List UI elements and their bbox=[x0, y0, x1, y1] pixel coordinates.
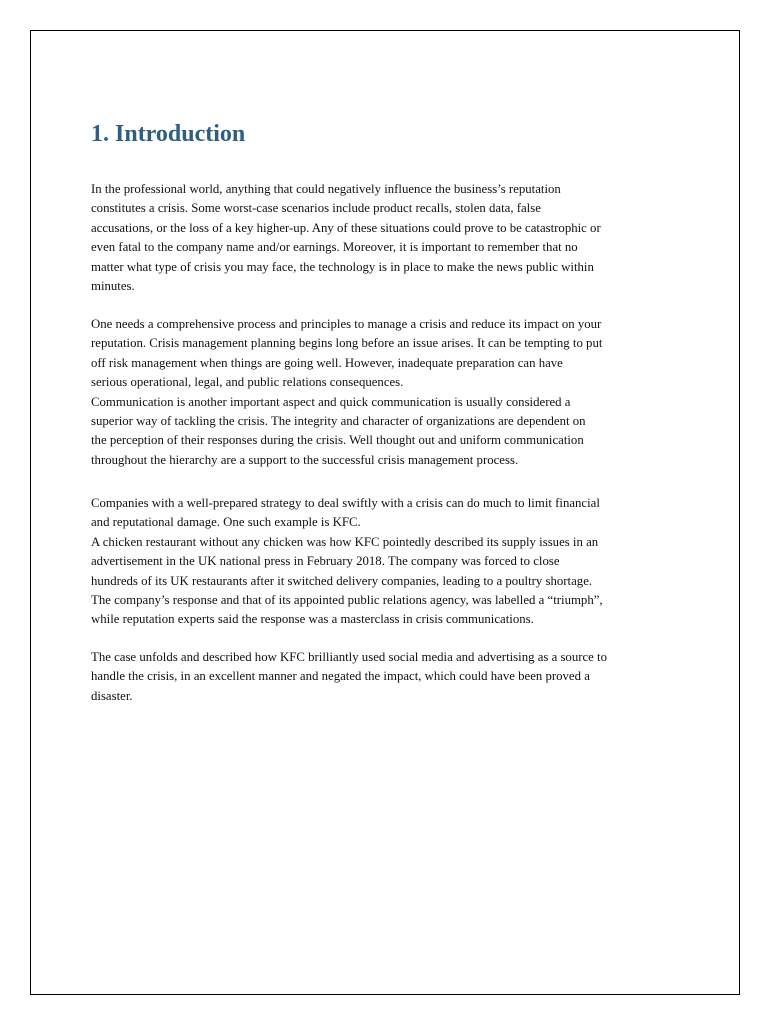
text-line: Companies with a well-prepared strategy to deal swiftly with a crisis can do much to limit financial bbox=[91, 496, 600, 510]
text-line: One needs a comprehensive process and principles to manage a crisis and reduce its impact on your bbox=[91, 317, 602, 331]
paragraph-communication bbox=[91, 393, 711, 471]
text-line: A chicken restaurant without any chicken was how KFC pointedly described its supply issues in an bbox=[91, 534, 599, 549]
text-line: handle the crisis, in an excellent manner and negated the impact, which could have been proved a bbox=[91, 669, 590, 684]
text-line: and reputational damage. One such example is KFC. bbox=[91, 515, 361, 530]
text-line: Communication is another important aspect and quick communication is usually considered a bbox=[91, 394, 571, 409]
text-line: minutes. bbox=[91, 278, 135, 293]
paragraph-planning bbox=[91, 315, 711, 393]
paragraph-kfc-example bbox=[91, 494, 711, 630]
text-line: the perception of their responses during the crisis. Well thought out and uniform communication bbox=[91, 433, 584, 448]
text-line: The company’s response and that of its appointed public relations agency, was labelled a “triumph”, bbox=[91, 592, 603, 607]
text-line: superior way of tackling the crisis. The integrity and character of organizations are dependent on bbox=[91, 413, 586, 428]
text-line: In the professional world, anything that could negatively influence the business’s reputation bbox=[91, 182, 561, 196]
text-line: matter what type of crisis you may face, the technology is in place to make the news public within bbox=[91, 259, 594, 274]
text-line: while reputation experts said the response was a masterclass in crisis communications. bbox=[91, 612, 534, 627]
text-line: hundreds of its UK restaurants after it switched delivery companies, leading to a poultry shortage. bbox=[91, 573, 593, 588]
text-line: constitutes a crisis. Some worst-case scenarios include product recalls, stolen data, false bbox=[91, 201, 541, 216]
section-heading: 1. Introduction bbox=[91, 121, 246, 147]
text-line: reputation. Crisis management planning begins long before an issue arises. It can be tempting to put bbox=[91, 336, 603, 351]
text-line: serious operational, legal, and public relations consequences. bbox=[91, 375, 404, 390]
text-line: disaster. bbox=[91, 688, 133, 703]
paragraph-intro bbox=[91, 180, 711, 296]
paragraph-case-summary bbox=[91, 648, 711, 706]
text-line: advertisement in the UK national press in February 2018. The company was forced to close bbox=[91, 554, 560, 569]
text-line: even fatal to the company name and/or earnings. Moreover, it is important to remember that no bbox=[91, 240, 578, 255]
text-line: The case unfolds and described how KFC brilliantly used social media and advertising as a source to bbox=[91, 650, 608, 664]
text-line: off risk management when things are going well. However, inadequate preparation can have bbox=[91, 355, 563, 370]
text-line: throughout the hierarchy are a support to the successful crisis management process. bbox=[91, 452, 519, 467]
text-line: accusations, or the loss of a key higher-up. Any of these situations could prove to be catastrophic or bbox=[91, 220, 601, 235]
